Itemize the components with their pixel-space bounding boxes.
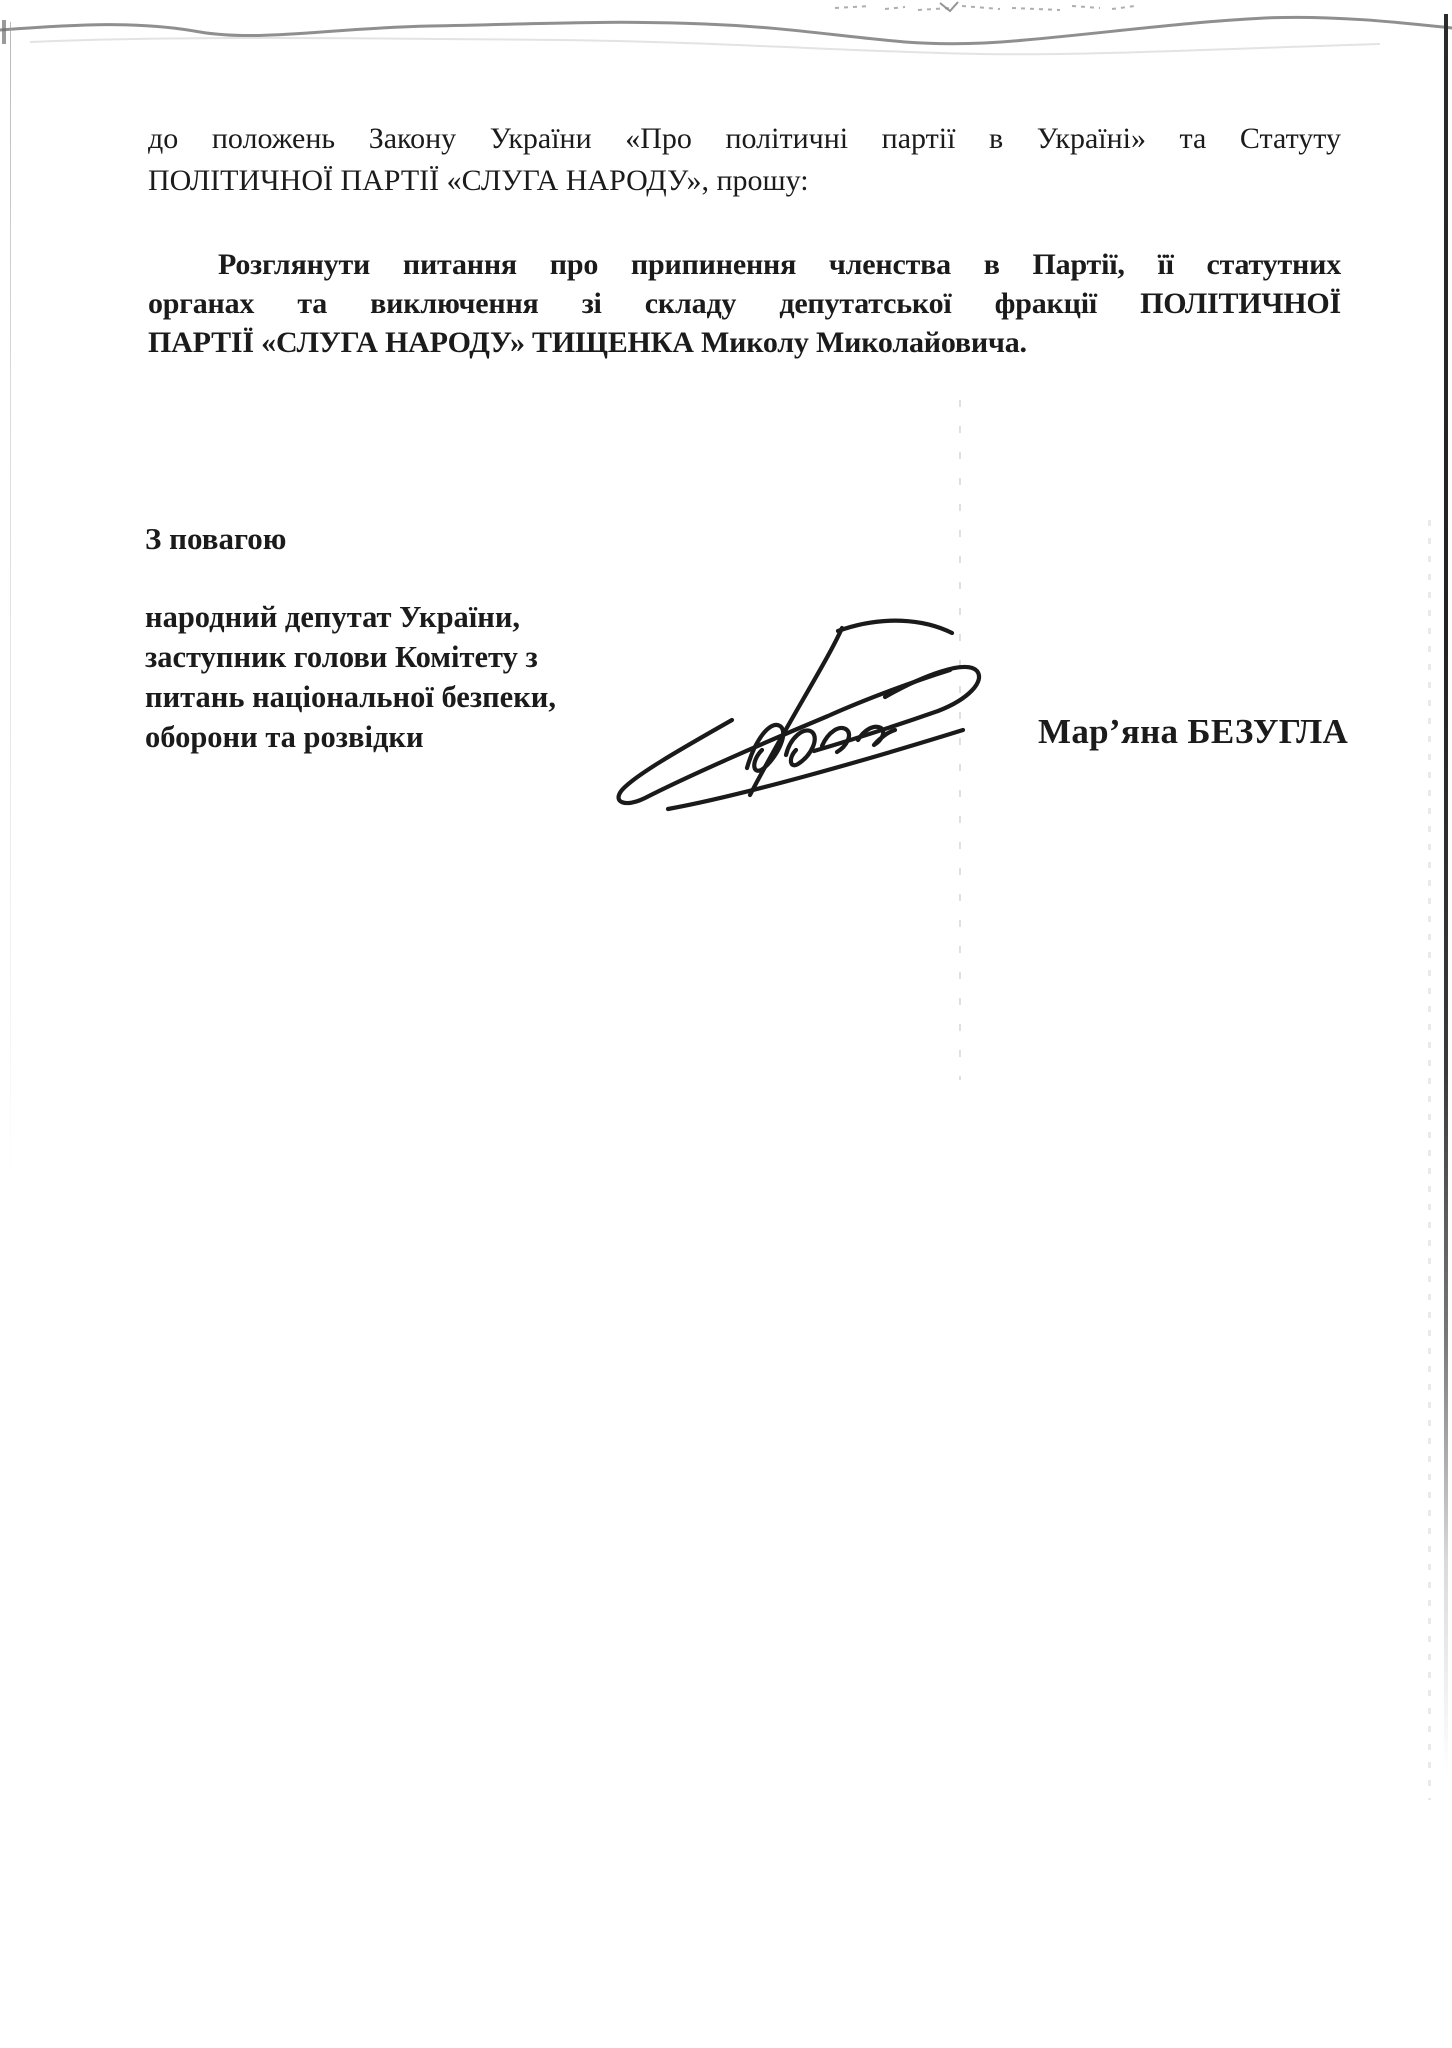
closing-salutation: З повагою [145, 521, 287, 556]
role-line-4: оборони та розвідки [145, 720, 424, 754]
left-scan-edge-line [10, 22, 11, 1202]
torn-paper-edge-artifact [0, 0, 1452, 64]
paragraph-request [148, 245, 1341, 362]
paragraph-intro [148, 118, 1341, 202]
right-bleedthrough-artifact [1428, 520, 1431, 1800]
request-line-1: Розглянути питання про припинення членства в Партії, її статутних [218, 248, 1341, 281]
signature-image [590, 600, 1010, 840]
role-line-1: народний депутат України, [145, 600, 521, 634]
right-scan-edge-line [1444, 14, 1448, 1774]
intro-line-2: ПОЛІТИЧНОЇ ПАРТІЇ «СЛУГА НАРОДУ», прошу: [148, 164, 809, 197]
request-line-3: ПАРТІЇ «СЛУГА НАРОДУ» ТИЩЕНКА Миколу Миколайовича. [148, 326, 1027, 359]
intro-line-1: до положень Закону України «Про політичні партії в Україні» та Статуту [148, 122, 1341, 155]
request-line-2: органах та виключення зі складу депутатської фракції ПОЛІТИЧНОЇ [148, 287, 1341, 320]
signer-role-block [145, 597, 556, 757]
left-corner-scan-mark [2, 20, 6, 44]
signer-name: Мар’яна БЕЗУГЛА [1038, 712, 1349, 751]
role-line-2: заступник голови Комітету з [145, 640, 538, 674]
role-line-3: питань національної безпеки, [145, 680, 556, 714]
